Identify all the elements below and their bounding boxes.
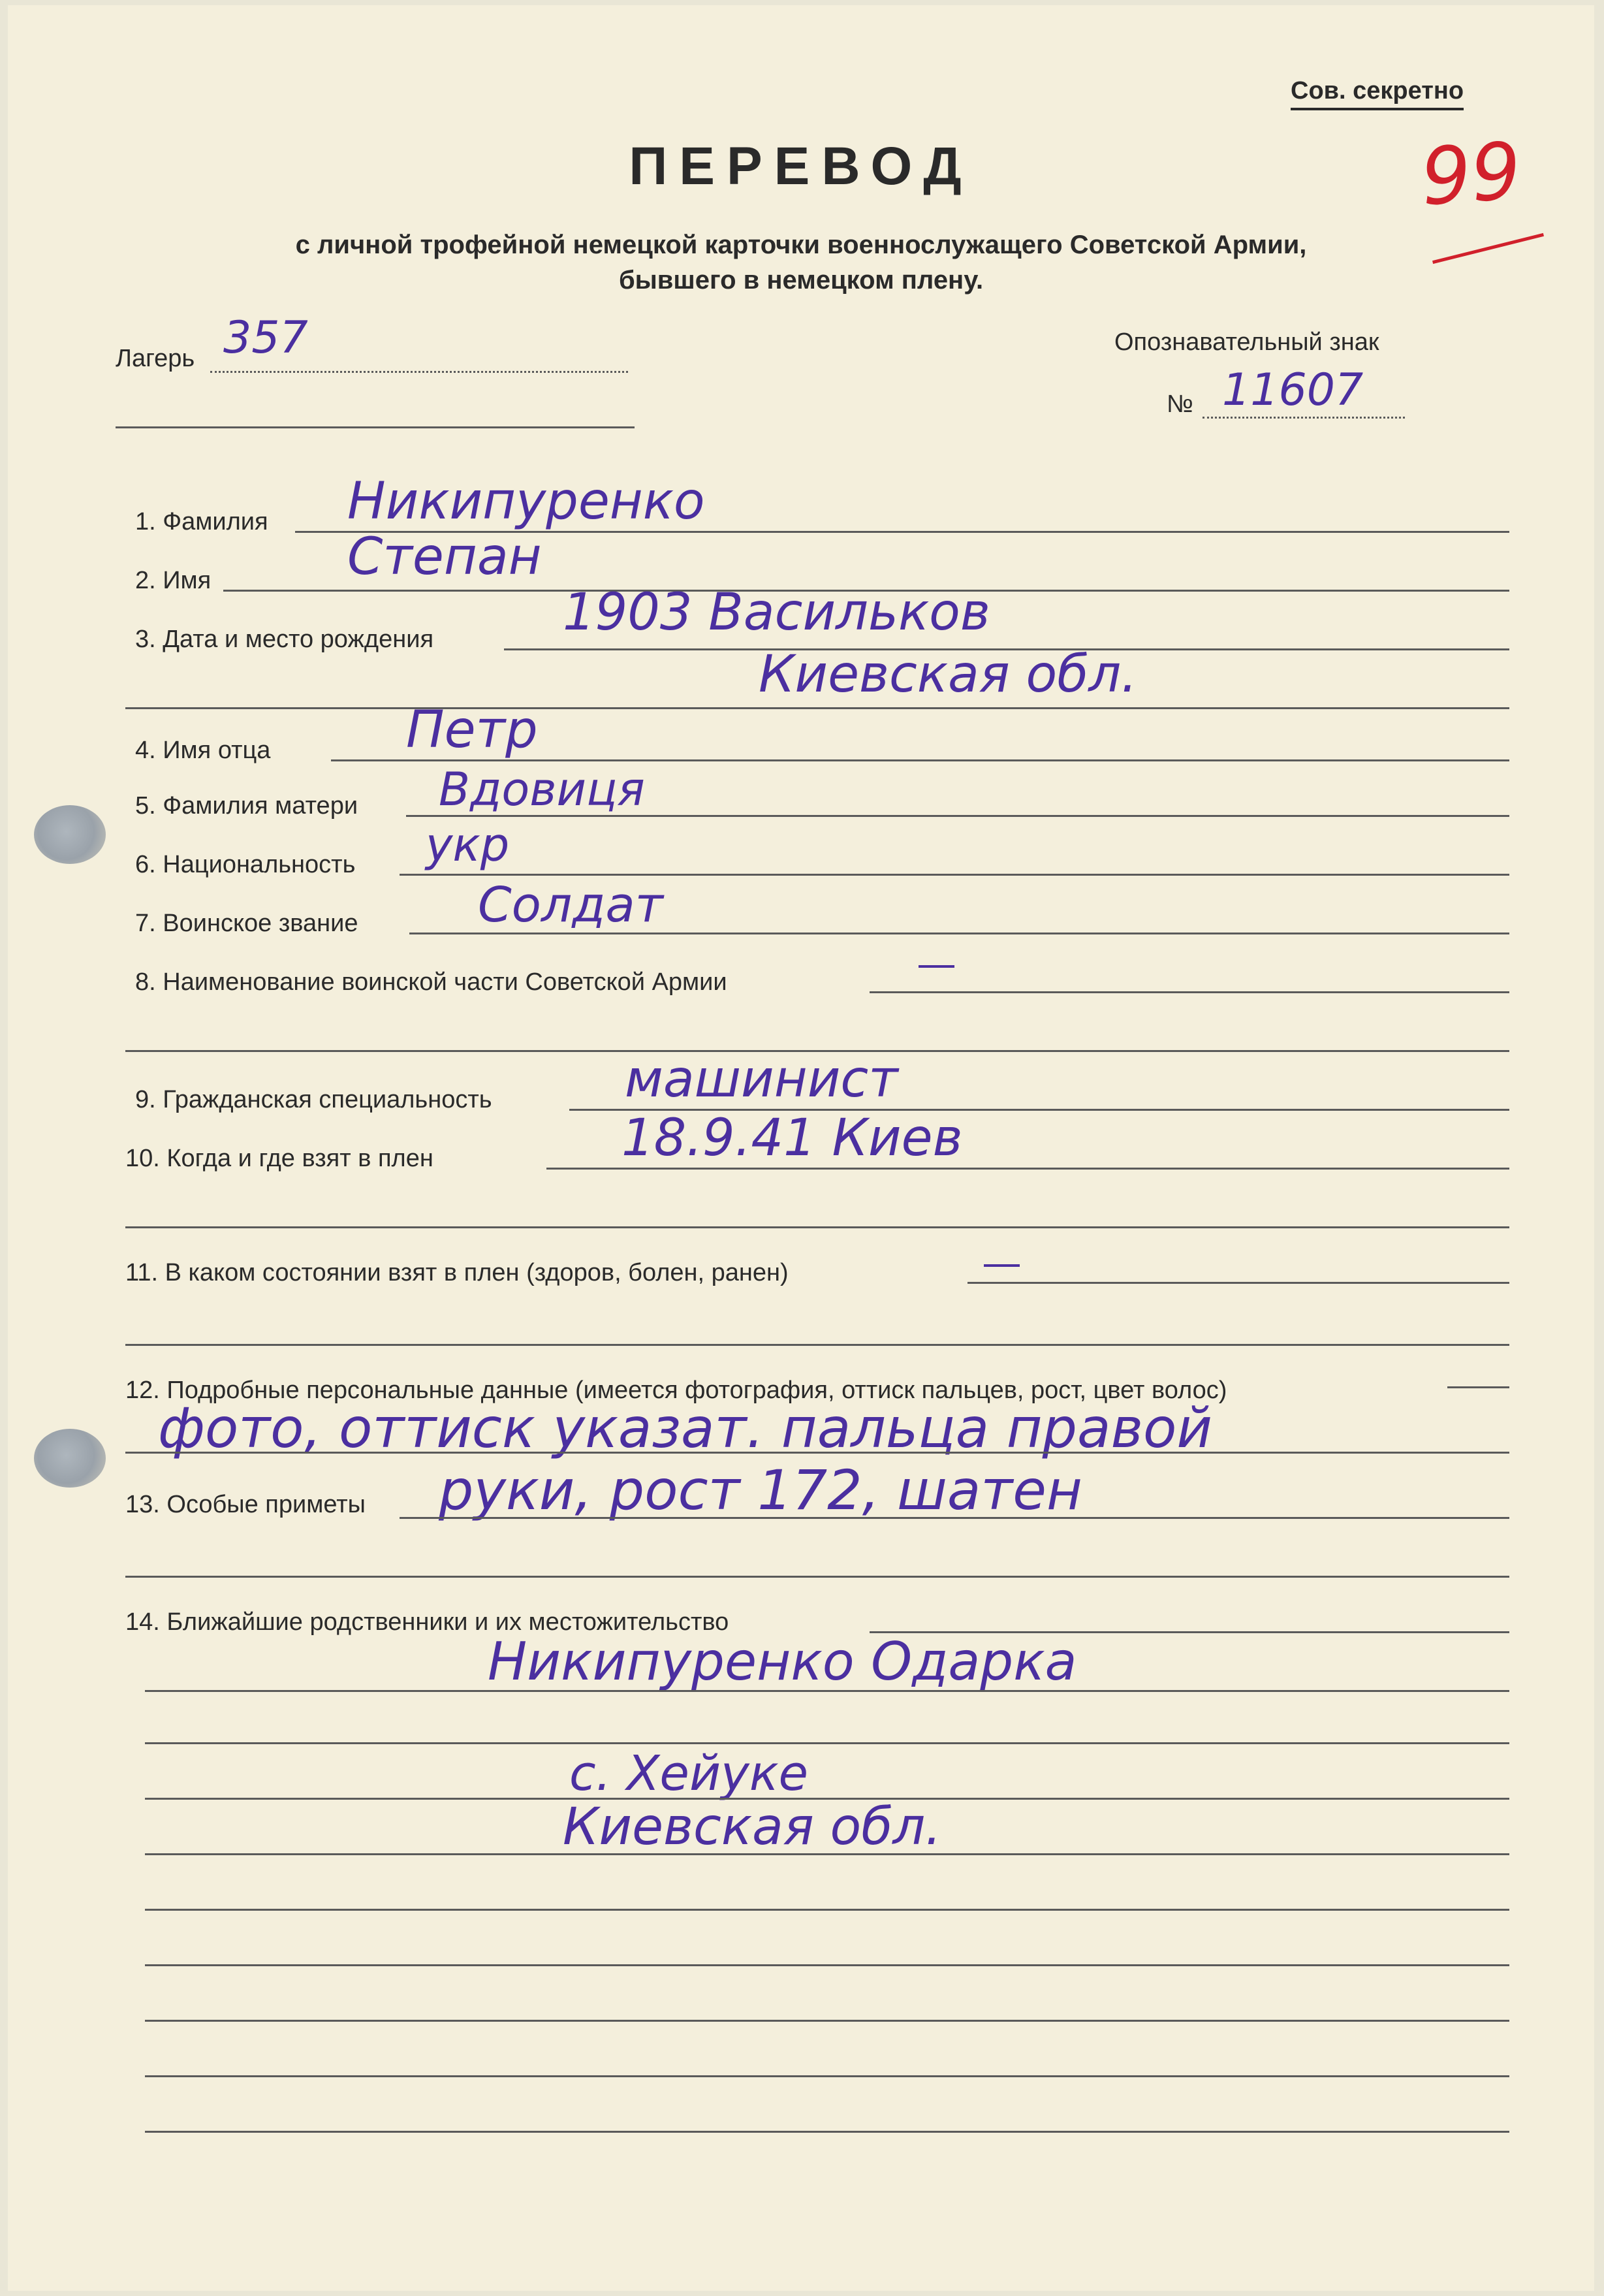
relatives-value-2: с. Хейуке [569,1746,809,1802]
relatives-line-10 [145,2131,1509,2133]
red-archive-number: 99 [1418,125,1524,224]
subtitle-line-2: бывшего в немецком плену. [618,266,984,295]
civil-label: 9. Гражданская специальность [135,1086,492,1113]
punch-hole-top [34,805,106,864]
document-sheet [8,5,1594,2291]
captured-label: 10. Когда и где взят в плен [125,1145,433,1172]
unit-label: 8. Наименование воинской части Советской Армии [135,968,727,996]
personal-value: фото, оттиск указат. пальца правой [158,1396,1212,1460]
father-label: 4. Имя отца [135,737,271,764]
relatives-line-6 [145,1909,1509,1911]
mother-line [406,815,1509,817]
captured-line [546,1168,1509,1170]
relatives-line-2 [145,1690,1509,1692]
relatives-line-9 [145,2075,1509,2077]
condition-line-2 [125,1344,1509,1346]
rank-value: Солдат [478,877,663,933]
captured-line-2 [125,1226,1509,1228]
nationality-line [400,874,1509,876]
relatives-label: 14. Ближайшие родственники и их местожительство [125,1608,729,1636]
relatives-line-8 [145,2020,1509,2022]
birth-value: 1903 Васильков [563,583,990,642]
mother-label: 5. Фамилия матери [135,792,358,820]
document-title: ПЕРЕВОД [629,136,973,196]
relatives-line-5 [145,1853,1509,1855]
rank-line [409,933,1509,934]
relatives-value-1: Никипуренко Одарка [488,1631,1077,1692]
mother-value: Вдовиця [439,763,645,816]
birth-value-2: Киевская обл. [759,645,1138,704]
father-line [331,759,1509,761]
id-tag-label: Опознавательный знак [1114,328,1379,356]
father-value: Петр [406,701,538,759]
marks-line [400,1517,1509,1519]
captured-value: 18.9.41 Киев [621,1109,963,1168]
personal-label: 12. Подробные персональные данные (имеется фотография, оттиск пальцев, рост, цвет волос) [125,1377,1227,1404]
relatives-value-3: Киевская обл. [563,1798,942,1857]
birth-label: 3. Дата и место рождения [135,626,434,653]
nationality-value: укр [426,818,510,872]
name-value: Степан [347,528,542,586]
unit-line [870,991,1509,993]
punch-hole-bottom [34,1429,106,1488]
condition-label: 11. В каком состоянии взят в плен (здоров, болен, ранен) [125,1259,789,1286]
rank-label: 7. Воинское звание [135,910,358,937]
marks-line-2 [125,1576,1509,1578]
subtitle-line-1: с личной трофейной немецкой карточки военнослужащего Советской Армии, [295,231,1307,259]
condition-value-dash [984,1264,1020,1267]
id-tag-value: 11607 [1222,364,1364,416]
id-number-sign: № [1167,391,1193,418]
name-label: 2. Имя [135,567,212,594]
marks-value: руки, рост 172, шатен [439,1458,1082,1522]
personal-line [1447,1386,1509,1388]
camp-line [210,371,628,373]
nationality-label: 6. Национальность [135,851,356,878]
personal-line-2 [125,1452,1509,1454]
birth-line-2 [125,707,1509,709]
classification-stamp: Сов. секретно [1291,77,1464,110]
id-tag-line [1203,417,1405,419]
camp-value: 357 [223,312,308,364]
relatives-line-7 [145,1964,1509,1966]
relatives-line-3 [145,1742,1509,1744]
document-subtitle [8,227,1594,298]
camp-line-2 [116,426,635,428]
camp-label: Лагерь [116,345,195,372]
marks-label: 13. Особые приметы [125,1491,366,1518]
condition-line [967,1282,1509,1284]
civil-value: машинист [625,1050,898,1109]
unit-value-dash [919,965,954,968]
surname-label: 1. Фамилия [135,508,268,535]
surname-value: Никипуренко [347,472,705,531]
